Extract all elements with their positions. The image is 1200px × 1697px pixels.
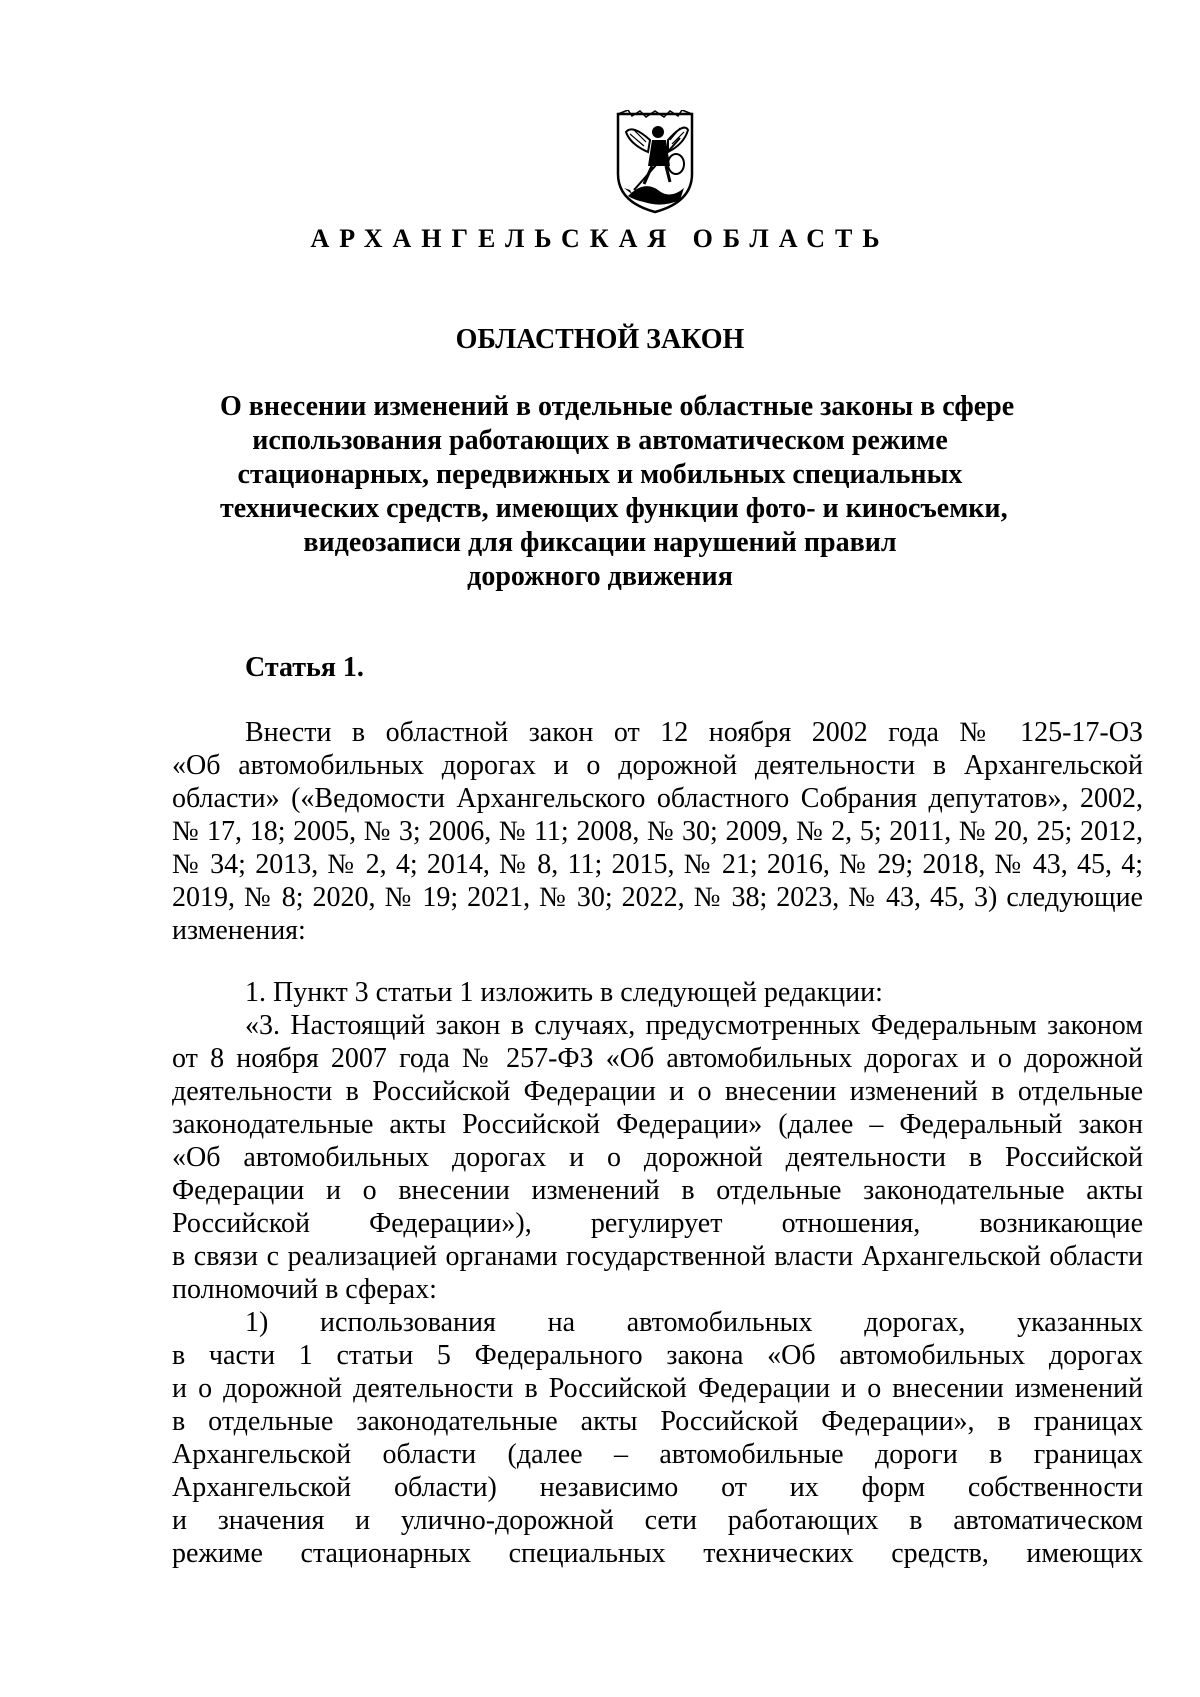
paragraph-quoted (172, 1009, 1143, 1306)
text-line: в связи с реализацией органами государственной власти Архангельской области (172, 1241, 1143, 1272)
title-line: стационарных, передвижных и мобильных специальных (237, 459, 963, 490)
coat-of-arms-icon (614, 110, 696, 216)
text-line: Архангельской области (далее – автомобильные дороги в границах (172, 1439, 1143, 1470)
paragraph-subitem-1 (172, 1306, 1143, 1570)
text-line: Внести в областной закон от 12 ноября 2002 года № 125-17-ОЗ (245, 717, 1143, 748)
article-heading: Статья 1. (245, 652, 364, 683)
text-line: «Об автомобильных дорогах и о дорожной деятельности в Российской (172, 1142, 1143, 1173)
text-line: и о дорожной деятельности в Российской Федерации и о внесении изменений (172, 1373, 1143, 1404)
text-line: «Об автомобильных дорогах и о дорожной деятельности в Архангельской (172, 750, 1143, 781)
text-line: в части 1 статьи 5 Федерального закона «Об автомобильных дорогах (172, 1340, 1143, 1371)
region-name: АРХАНГЕЛЬСКАЯ ОБЛАСТЬ (310, 224, 890, 253)
text-line: в отдельные законодательные акты Российской Федерации», в границах (172, 1406, 1143, 1437)
text-line: и значения и улично-дорожной сети работающих в автоматическом (172, 1505, 1143, 1536)
title-line: дорожного движения (467, 561, 733, 592)
text-line: № 17, 18; 2005, № 3; 2006, № 11; 2008, № 30; 2009, № 2, 5; 2011, № 20, 25; 2012, (172, 816, 1143, 847)
text-line: от 8 ноября 2007 года № 257-ФЗ «Об автомобильных дорогах и о дорожной (172, 1043, 1143, 1074)
paragraph-intro (172, 716, 1143, 947)
item-1 (172, 976, 1143, 1009)
text-line: законодательные акты Российской Федерации» (далее – Федеральный закон (172, 1109, 1143, 1140)
text-line: деятельности в Российской Федерации и о внесении изменений в отдельные (172, 1076, 1143, 1107)
title-line: технических средств, имеющих функции фото- и киносъемки, (220, 493, 1008, 524)
text-line: 2019, № 8; 2020, № 19; 2021, № 30; 2022, № 38; 2023, № 43, 45, 3) следующие (172, 882, 1143, 913)
title-line: О внесении изменений в отдельные областные законы в сфере (220, 391, 1015, 422)
text-line: Архангельской области) независимо от их форм собственности (172, 1472, 1143, 1503)
text-line: режиме стационарных специальных технических средств, имеющих (172, 1538, 1143, 1569)
law-title (220, 390, 1015, 594)
text-line: Российской Федерации»), регулирует отношения, возникающие (172, 1208, 1143, 1239)
title-line: использования работающих в автоматическом режиме (252, 425, 948, 456)
text-line: полномочий в сферах: (172, 1274, 437, 1305)
text-line: «3. Настоящий закон в случаях, предусмотренных Федеральным законом (245, 1010, 1143, 1041)
text-line: № 34; 2013, № 2, 4; 2014, № 8, 11; 2015, № 21; 2016, № 29; 2018, № 43, 45, 4; (172, 849, 1143, 880)
text-line: области» («Ведомости Архангельского областного Собрания депутатов», 2002, (172, 783, 1143, 814)
text-line: Федерации и о внесении изменений в отдельные законодательные акты (172, 1175, 1143, 1206)
text-line: изменения: (172, 915, 306, 946)
text-line: 1) использования на автомобильных дорогах, указанных (245, 1307, 1143, 1338)
text-line: 1. Пункт 3 статьи 1 изложить в следующей редакции: (245, 977, 883, 1008)
title-line: видеозаписи для фиксации нарушений правил (303, 527, 897, 558)
document-type: ОБЛАСТНОЙ ЗАКОН (455, 324, 745, 355)
